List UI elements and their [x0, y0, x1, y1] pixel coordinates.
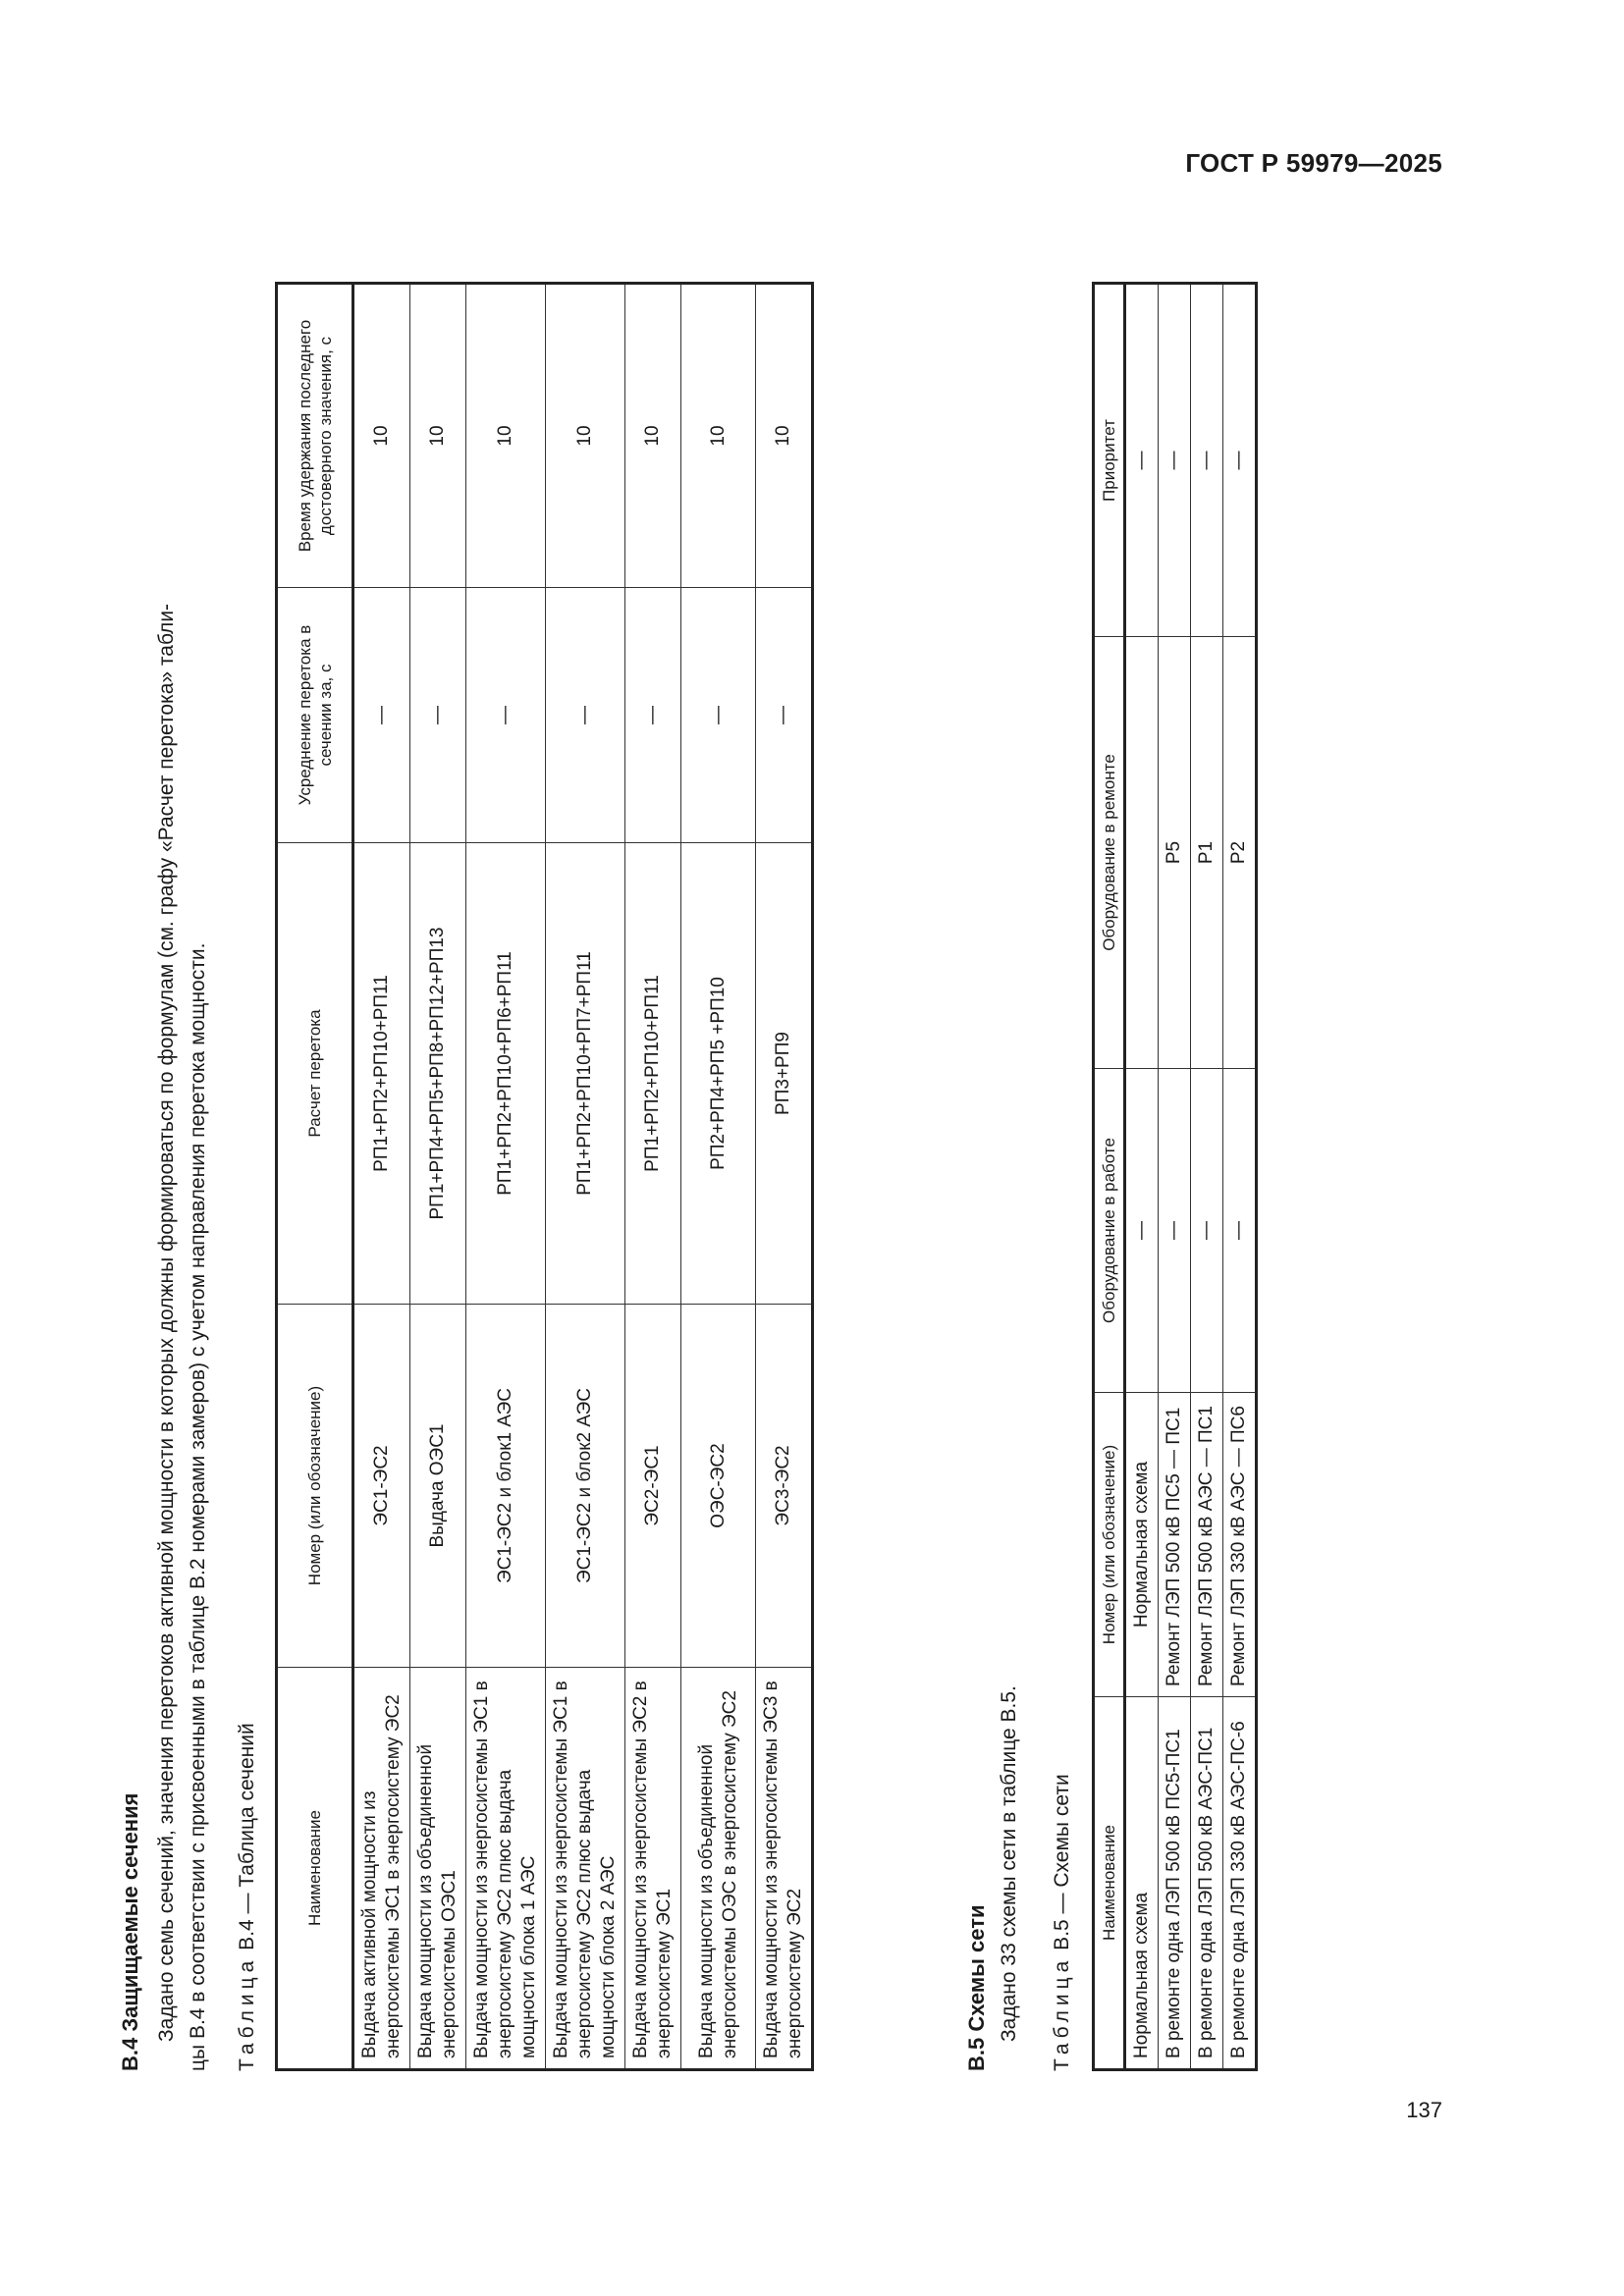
table-cell: 10: [466, 284, 546, 588]
table-cell: —: [410, 588, 466, 843]
table-cell: —: [1191, 1069, 1223, 1393]
table-row: [1125, 284, 1159, 2070]
table-b5-caption-prefix: Таблица: [1051, 1955, 1073, 2071]
table-cell: Выдача мощности из энергосистемы ЭС1 в энергосистему ЭС2 плюс выдача мощности блока 2 АЭС: [546, 1668, 625, 2070]
table-cell: —: [1159, 284, 1191, 637]
table-cell: —: [625, 588, 681, 843]
table-cell: —: [1125, 1069, 1159, 1393]
table-cell: Выдача ОЭС1: [410, 1305, 466, 1668]
table-cell: 10: [546, 284, 625, 588]
table-cell: ЭС1-ЭС2 и блок1 АЭС: [466, 1305, 546, 1668]
section-b5-paragraph: Задано 33 схемы сети в таблице В.5.: [998, 1685, 1020, 2042]
table-cell: —: [353, 588, 410, 843]
section-b4-paragraph-line1: Задано семь сечений, значения перетоков активной мощности в которых должны формироваться по формулам (см. графу «Расчет перетока» табли-: [155, 603, 178, 2042]
table-b4-header-cell: Номер (или обозначение): [277, 1305, 353, 1668]
table-cell: РП3+РП9: [756, 843, 813, 1305]
section-b4-paragraph-line2: цы В.4 в соответствии с присвоенными в таблице В.2 номерами замеров) с учетом направления перетока мощности.: [187, 942, 209, 2071]
table-cell: —: [756, 588, 813, 843]
table-cell: В ремонте одна ЛЭП 330 кВ АЭС-ПС-6: [1223, 1697, 1257, 2070]
table-cell: В ремонте одна ЛЭП 500 кВ ПС5-ПС1: [1159, 1697, 1191, 2070]
table-cell: —: [1191, 284, 1223, 637]
table-row: [466, 284, 546, 2070]
table-cell: Ремонт ЛЭП 500 кВ АЭС — ПС1: [1191, 1393, 1223, 1697]
table-b4-header-cell: Усреднение перетока в сечении за, с: [277, 588, 353, 843]
table-cell: Нормальная схема: [1125, 1393, 1159, 1697]
table-row: [1223, 284, 1257, 2070]
table-cell: ЭС3-ЭС2: [756, 1305, 813, 1668]
table-cell: Р2: [1223, 637, 1257, 1069]
table-cell: РП1+РП2+РП10+РП7+РП11: [546, 843, 625, 1305]
table-cell: 10: [756, 284, 813, 588]
table-cell: Выдача мощности из объединенной энергосистемы ОЭС в энергосистему ЭС2: [681, 1668, 756, 2070]
table-cell: Ремонт ЛЭП 330 кВ АЭС — ПС6: [1223, 1393, 1257, 1697]
table-row: [1159, 284, 1191, 2070]
table-b4-caption: [236, 1723, 259, 2071]
table-cell: РП1+РП2+РП10+РП6+РП11: [466, 843, 546, 1305]
section-b4-title: В.4 Защищаемые сечения: [118, 1792, 142, 2071]
section-b5-title: В.5 Схемы сети: [964, 1904, 989, 2071]
table-cell: ЭС2-ЭС1: [625, 1305, 681, 1668]
table-cell: РП1+РП4+РП5+РП8+РП12+РП13: [410, 843, 466, 1305]
table-cell: —: [1159, 1069, 1191, 1393]
table-cell: Нормальная схема: [1125, 1697, 1159, 2070]
table-cell: Р1: [1191, 637, 1223, 1069]
table-cell: В ремонте одна ЛЭП 500 кВ АЭС-ПС1: [1191, 1697, 1223, 2070]
table-b4-header-cell: Время удержания последнего достоверного значения, с: [277, 284, 353, 588]
table-cell: —: [466, 588, 546, 843]
table-cell: —: [681, 588, 756, 843]
table-row: [546, 284, 625, 2070]
table-cell: РП1+РП2+РП10+РП11: [625, 843, 681, 1305]
document-header: ГОСТ Р 59979—2025: [1185, 148, 1442, 178]
table-b5-header-cell: Приоритет: [1094, 284, 1125, 637]
table-b5-header-row: [1094, 284, 1125, 2070]
table-b5: [1092, 282, 1258, 2071]
table-b5-header-cell: Номер (или обозначение): [1094, 1393, 1125, 1697]
table-cell: РП2+РП4+РП5 +РП10: [681, 843, 756, 1305]
table-b5-header-cell: Наименование: [1094, 1697, 1125, 2070]
table-b4-header-cell: Наименование: [277, 1668, 353, 2070]
table-cell: —: [1223, 284, 1257, 637]
rotated-page-content: [118, 206, 1453, 2071]
table-cell: Выдача активной мощности из энергосистемы ЭС1 в энергосистему ЭС2: [353, 1668, 410, 2070]
table-cell: 10: [353, 284, 410, 588]
table-cell: ОЭС-ЭС2: [681, 1305, 756, 1668]
table-cell: ЭС1-ЭС2 и блок2 АЭС: [546, 1305, 625, 1668]
table-b4-caption-rest: В.4 — Таблица сечений: [236, 1723, 258, 1950]
table-cell: 10: [410, 284, 466, 588]
table-b5-header-cell: Оборудование в работе: [1094, 1069, 1125, 1393]
table-cell: ЭС1-ЭС2: [353, 1305, 410, 1668]
table-cell: [1125, 637, 1159, 1069]
page-number: 137: [1406, 2098, 1442, 2122]
table-cell: 10: [681, 284, 756, 588]
table-cell: —: [546, 588, 625, 843]
table-cell: Выдача мощности из энергосистемы ЭС2 в энергосистему ЭС1: [625, 1668, 681, 2070]
table-row: [756, 284, 813, 2070]
table-cell: Выдача мощности из энергосистемы ЭС1 в энергосистему ЭС2 плюс выдача мощности блока 1 АЭС: [466, 1668, 546, 2070]
table-cell: Ремонт ЛЭП 500 кВ ПС5 — ПС1: [1159, 1393, 1191, 1697]
table-cell: РП1+РП2+РП10+РП11: [353, 843, 410, 1305]
table-cell: —: [1223, 1069, 1257, 1393]
table-b4: [275, 282, 814, 2071]
table-cell: Выдача мощности из энергосистемы ЭС3 в энергосистему ЭС2: [756, 1668, 813, 2070]
table-b4-header-cell: Расчет перетока: [277, 843, 353, 1305]
table-cell: Р5: [1159, 637, 1191, 1069]
table-b5-caption-rest: В.5 — Схемы сети: [1051, 1774, 1073, 1950]
table-cell: Выдача мощности из объединенной энергосистемы ОЭС1: [410, 1668, 466, 2070]
table-b5-header-cell: Оборудование в ремонте: [1094, 637, 1125, 1069]
table-row: [353, 284, 410, 2070]
table-row: [1191, 284, 1223, 2070]
table-cell: —: [1125, 284, 1159, 637]
table-cell: 10: [625, 284, 681, 588]
table-row: [625, 284, 681, 2070]
table-b5-caption: [1051, 1774, 1074, 2071]
table-b4-caption-prefix: Таблица: [236, 1955, 258, 2071]
table-b4-header-row: [277, 284, 353, 2070]
table-row: [681, 284, 756, 2070]
table-row: [410, 284, 466, 2070]
